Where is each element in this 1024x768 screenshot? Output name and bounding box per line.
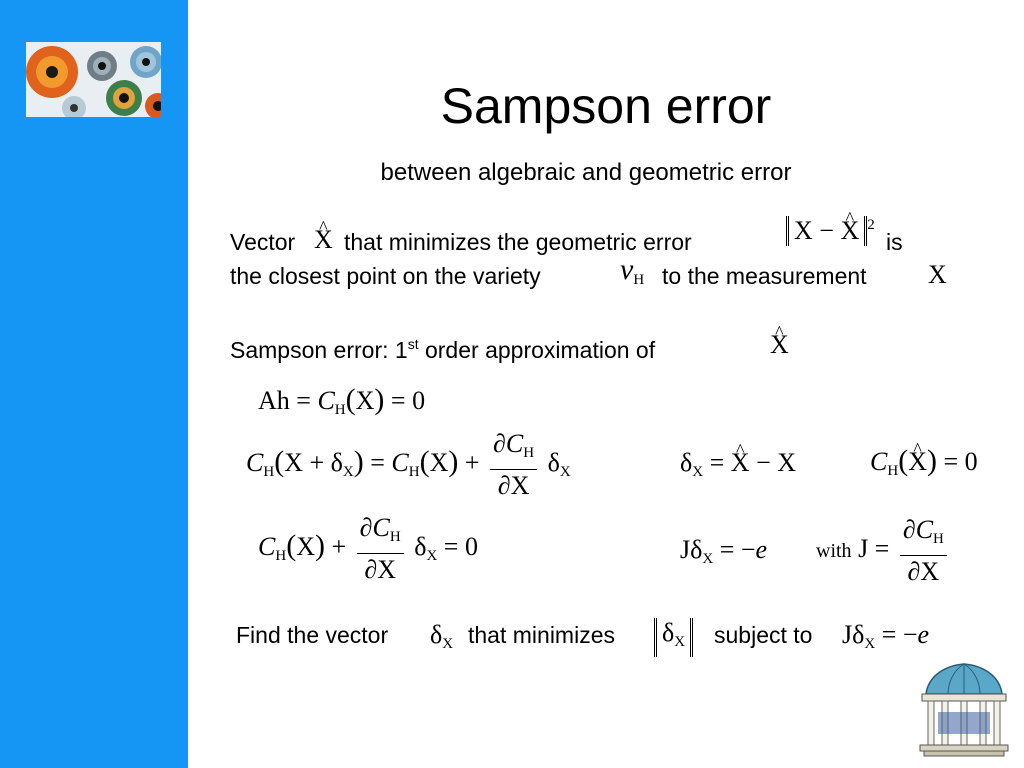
math-x: X <box>928 260 947 289</box>
equation-taylor: $C_H(X + \delta_X) = C_H(X)$ + $\frac{\partial C_H}{\partial X}$ $\delta_X$ <box>246 429 571 500</box>
equation-linearized: $C_H(X)$ + $\frac{\partial C_H}{\partial X}$ $\delta_X = 0$ <box>258 513 478 584</box>
equation-j-def: with J = $\frac{\partial C_H}{\partial X}$ <box>816 514 951 588</box>
iris-eyes-logo-icon <box>26 42 161 117</box>
last-line-text-b: that minimizes <box>468 622 615 648</box>
last-line-text-c: subject to <box>714 622 813 648</box>
equation-ch-xhat: $C_H(\^{}$ X) = 0 <box>870 446 978 486</box>
slide-subtitle: between algebraic and geometric error <box>380 159 792 186</box>
math-x-hat-2: ^ X <box>770 330 789 360</box>
line1-text-b: that minimizes the geometric error <box>344 229 692 255</box>
slide-title: Sampson error <box>440 78 772 134</box>
math-variety-nu-h: $\nu_H$ <box>620 253 645 288</box>
math-x-hat: ^ X <box>314 225 333 255</box>
equation-ah: $Ah = C_H(X) = 0$ <box>258 383 426 418</box>
line1-text-c: is <box>886 229 903 255</box>
line2-text-b: to the measurement <box>662 263 867 289</box>
old-well-cupola-icon <box>918 660 1010 758</box>
math-delta-norm: $\delta_X$ <box>654 618 693 657</box>
line3-text: Sampson error: 1st order approximation of <box>230 336 656 363</box>
math-delta-x: $\delta_X$ <box>430 620 454 652</box>
line2-text-a: the closest point on the variety <box>230 263 541 289</box>
last-line-text-a: Find the vector <box>236 622 389 648</box>
math-geometric-error-norm: X − ^ X $^2$ <box>786 210 875 246</box>
line1-text-a: Vector <box>230 229 296 255</box>
math-constraint: $J\delta_X = -e$ <box>842 620 930 652</box>
equation-j-delta: $J\delta_X = -e$ <box>680 535 768 567</box>
equation-delta-def: $\delta_X$ = ^ X − X <box>680 448 796 487</box>
